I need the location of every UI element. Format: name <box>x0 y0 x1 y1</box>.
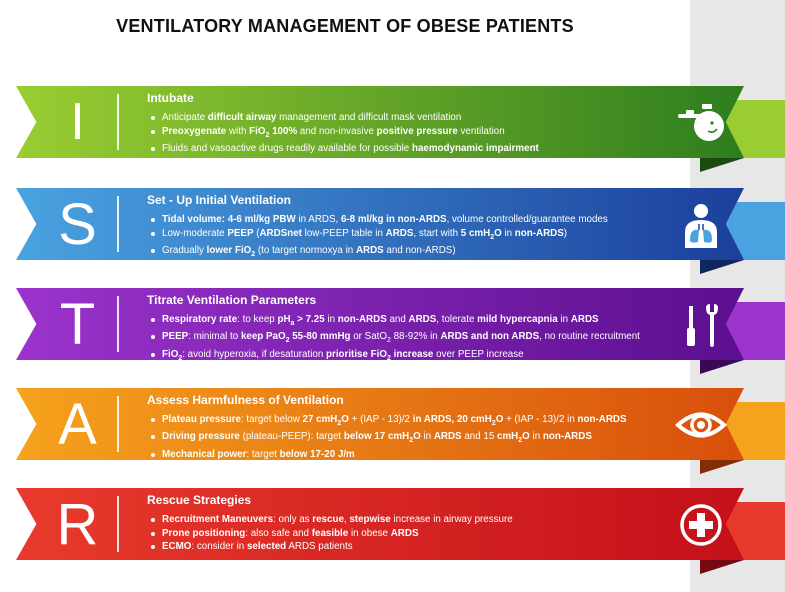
bullet-item: Driving pressure (plateau-PEEP): target below 17 cmH$_2$O in ARDS and 15 cmH$_2$O in non-ARDS <box>150 430 690 447</box>
step-heading: Assess Harmfulness of Ventilation <box>147 393 344 407</box>
step-intubate <box>0 86 785 178</box>
bullet-item: PEEP: minimal to keep PaO$_2$ 55-80 mmHg or SatO$_2$ 88-92% in ARDS and non ARDS, no routine recruitment <box>150 330 690 347</box>
step-titrate <box>0 288 785 380</box>
bullet-item: ECMO: consider in selected ARDS patients <box>150 540 690 554</box>
step-letter: S <box>58 191 97 257</box>
bullet-item: Fluids and vasoactive drugs readily available for possible haemodynamic impairment <box>150 142 690 156</box>
step-letter: I <box>70 93 85 151</box>
ribbon-fold <box>700 460 744 474</box>
ribbon-fold <box>700 360 744 374</box>
step-heading: Intubate <box>147 91 194 105</box>
step-heading: Titrate Ventilation Parameters <box>147 293 317 307</box>
bullet-item: Gradually lower FiO$_2$ (to target normoxya in ARDS and non-ARDS) <box>150 244 690 261</box>
bullet-item: Mechanical power: target below 17-20 J/m <box>150 448 690 462</box>
bullet-item: FiO$_2$: avoid hyperoxia, if desaturation prioritise FiO$_2$ increase over PEEP increase <box>150 348 690 365</box>
bullet-item: Recruitment Maneuvers: only as rescue, stepwise increase in airway pressure <box>150 513 690 527</box>
intubation-icon <box>672 98 730 148</box>
step-letter: T <box>59 291 96 357</box>
bullet-list <box>150 213 690 261</box>
divider <box>117 496 119 552</box>
step-rescue <box>0 488 785 580</box>
divider <box>117 396 119 452</box>
step-heading: Rescue Strategies <box>147 493 252 507</box>
divider <box>117 196 119 252</box>
eye-icon <box>672 400 730 450</box>
step-letter: A <box>58 391 97 457</box>
divider <box>117 94 119 150</box>
bullet-list <box>150 413 690 461</box>
bullet-item: Anticipate difficult airway management and difficult mask ventilation <box>150 111 690 125</box>
ribbon-fold <box>700 260 744 274</box>
tools-icon <box>672 300 730 350</box>
bullet-item: Respiratory rate: to keep $pH_a > 7.25$ in non-ARDS and ARDS, tolerate mild hypercapnia in ARDS <box>150 313 690 330</box>
page-title: VENTILATORY MANAGEMENT OF OBESE PATIENTS <box>116 16 574 36</box>
bullet-list <box>150 513 690 554</box>
step-letter: R <box>56 491 99 557</box>
bullet-item: Prone positioning: also safe and feasible in obese ARDS <box>150 527 690 541</box>
bullet-item: Plateau pressure: target below 27 cmH$_2$O + (IAP - 13)/2 in ARDS, 20 cmH$_2$O + (IAP - 13)/2 in non-ARDS <box>150 413 690 430</box>
ribbon-fold <box>700 158 744 172</box>
step-setup <box>0 188 785 280</box>
step-assess <box>0 388 785 480</box>
bullet-list <box>150 111 690 155</box>
bullet-item: Low-moderate PEEP (ARDSnet low-PEEP table in ARDS, start with 5 cmH$_2$O in non-ARDS) <box>150 227 690 244</box>
bullet-item: Tidal volume: 4-6 ml/kg PBW in ARDS, 6-8 ml/kg in non-ARDS, volume controlled/guarantee modes <box>150 213 690 227</box>
medical-cross-icon <box>672 500 730 550</box>
divider <box>117 296 119 352</box>
bullet-list <box>150 313 690 365</box>
step-heading: Set - Up Initial Ventilation <box>147 193 292 207</box>
lungs-patient-icon <box>672 200 730 250</box>
bullet-item: Preoxygenate with FiO$_2$ 100% and non-invasive positive pressure ventilation <box>150 125 690 142</box>
ribbon-fold <box>700 560 744 574</box>
